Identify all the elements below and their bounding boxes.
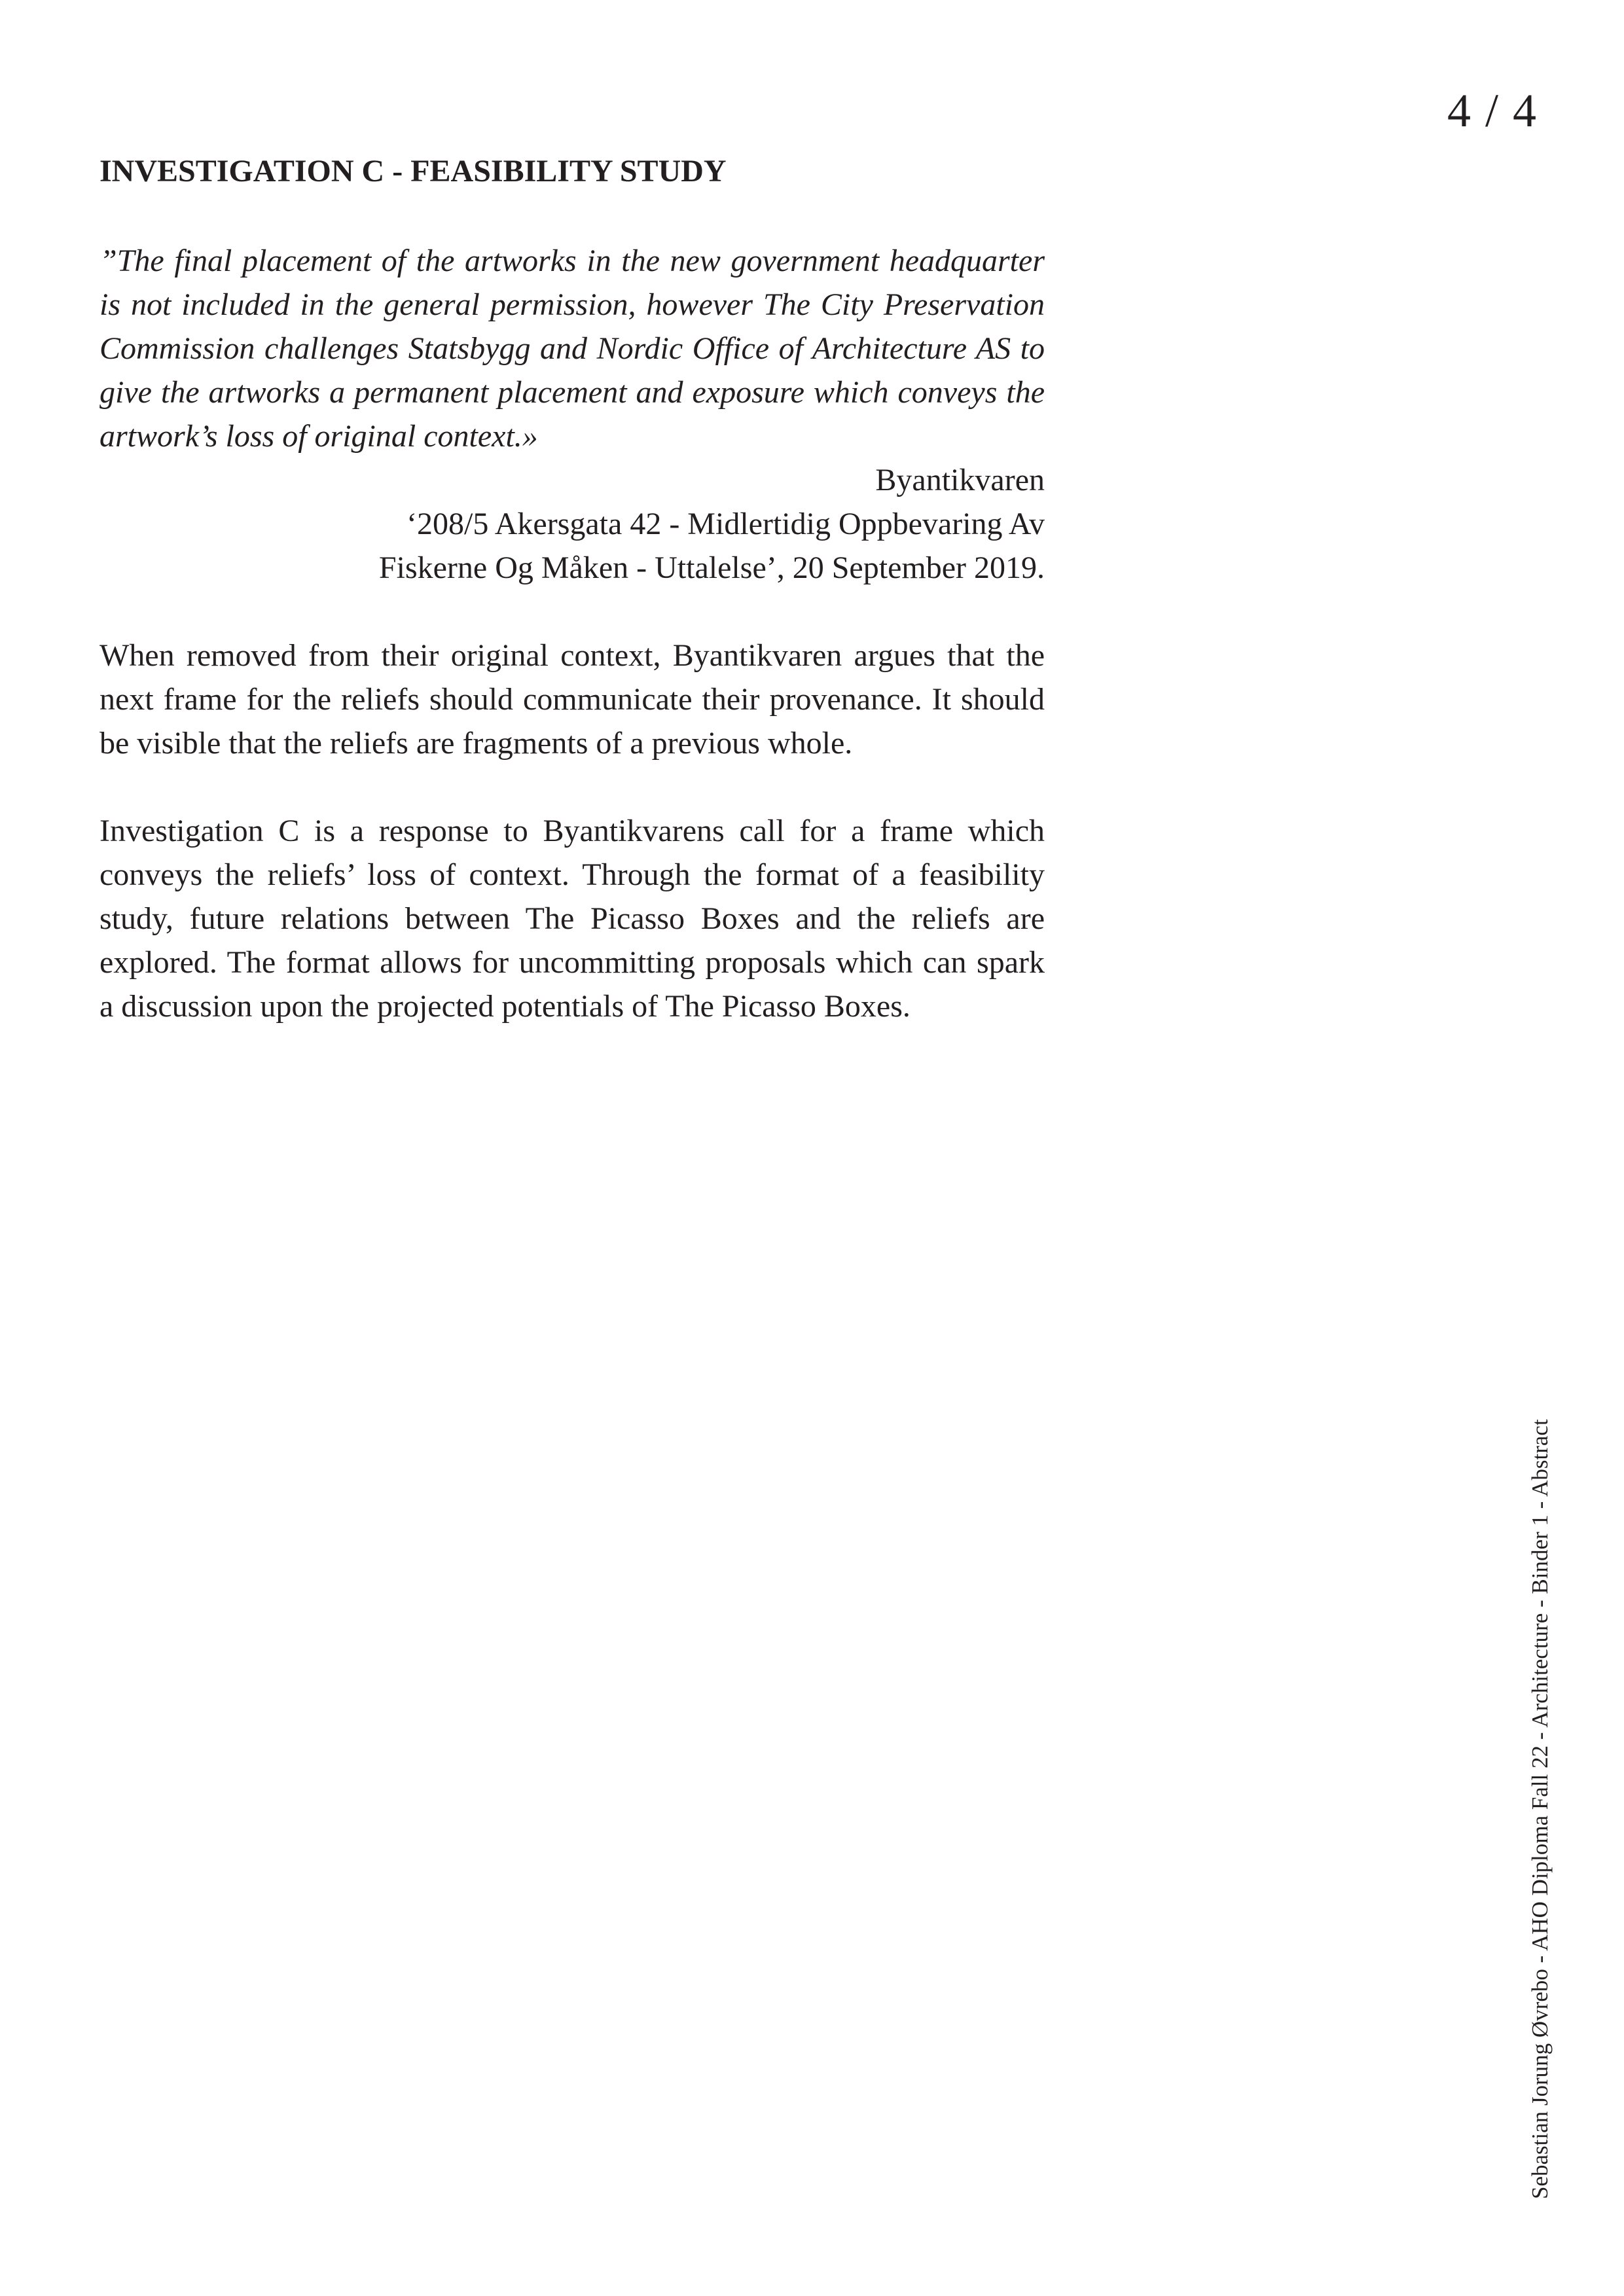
quote-attribution	[99, 458, 1045, 590]
attribution-source-line-1: ‘208/5 Akersgata 42 - Midlertidig Oppbevaring Av	[406, 507, 1045, 541]
page-number: 4 / 4	[1447, 84, 1538, 137]
document-body	[99, 156, 1045, 1028]
quote-text: ”The final placement of the artworks in the new government headquarter is not included in the general permission, however The City Preservation Commission challenges Statsbygg and Nordic Office of Architecture AS to give the artworks a permanent placement and exposure which conveys the artwork’s loss of original context.»	[99, 243, 1045, 454]
section-heading: INVESTIGATION C - FEASIBILITY STUDY	[99, 154, 727, 188]
body-paragraph-2: Investigation C is a response to Byantikvarens call for a frame which conveys the reliefs’ loss of context. Through the format of a feasibility study, future relations between The Picasso Boxes and the reliefs are explored. The format allows for uncommitting proposals which can spark a discussion upon the projected potentials of The Picasso Boxes.	[99, 814, 1045, 1024]
attribution-author: Byantikvaren	[875, 463, 1045, 497]
attribution-source-line-2: Fiskerne Og Måken - Uttalelse’, 20 September 2019.	[378, 550, 1045, 585]
body-paragraph-1: When removed from their original context, Byantikvaren argues that the next frame for the reliefs should communicate their provenance. It should be visible that the reliefs are fragments of a previous whole.	[99, 638, 1045, 761]
side-credit: Sebastian Jorung Øvrebo - AHO Diploma Fall 22 - Architecture - Binder 1 - Abstract	[1527, 1419, 1553, 2199]
